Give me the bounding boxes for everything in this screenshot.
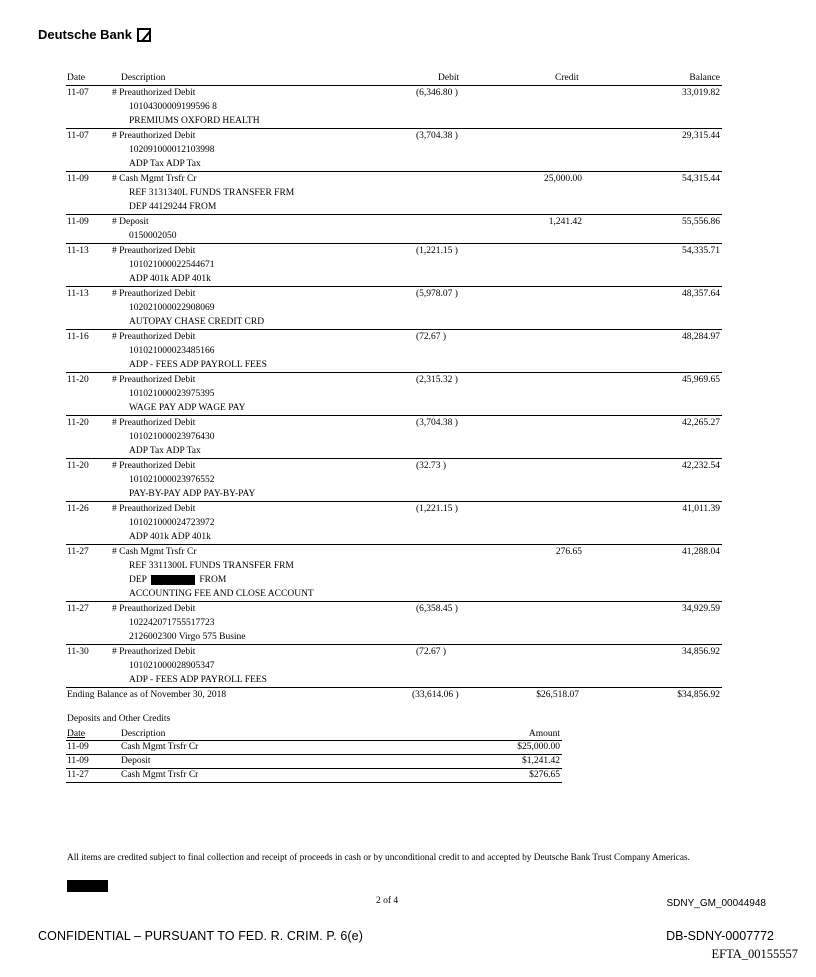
deposits-title: Deposits and Other Credits: [67, 714, 171, 724]
row-detail-line: 0150002050: [129, 231, 177, 241]
bank-brand: [38, 27, 151, 42]
row-debit: (6,346.80 ): [416, 88, 458, 98]
row-debit: (6,358.45 ): [416, 604, 458, 614]
row-detail-line: 101021000023485166: [129, 346, 215, 356]
table-row: [66, 330, 722, 373]
deposit-amount: $276.65: [529, 770, 560, 780]
row-detail-line: 10104300009199596 8: [129, 102, 217, 112]
row-detail-line: ADP - FEES ADP PAYROLL FEES: [129, 675, 267, 685]
row-description: # Preauthorized Debit: [112, 246, 196, 256]
row-detail-line: REF 3131340L FUNDS TRANSFER FRM: [129, 188, 295, 198]
row-description: # Preauthorized Debit: [112, 88, 196, 98]
row-description: # Preauthorized Debit: [112, 375, 196, 385]
transaction-table: [66, 72, 722, 702]
deposit-description: Deposit: [121, 756, 151, 766]
table-row: [66, 645, 722, 688]
row-detail-line: ACCOUNTING FEE AND CLOSE ACCOUNT: [129, 589, 314, 599]
table-row: [66, 129, 722, 172]
deposit-row: [66, 755, 562, 769]
header-credit: Credit: [555, 73, 579, 83]
deposit-row: [66, 741, 562, 755]
row-description: # Preauthorized Debit: [112, 504, 196, 514]
row-debit: (2,315.32 ): [416, 375, 458, 385]
row-description: # Preauthorized Debit: [112, 604, 196, 614]
header-debit: Debit: [438, 73, 460, 83]
row-detail-line: 101021000028905347: [129, 661, 215, 671]
deposits-header-description: Description: [121, 729, 166, 739]
header-date: Date: [67, 73, 85, 83]
row-date: 11-26: [67, 504, 89, 514]
deposit-date: 11-09: [67, 756, 89, 766]
ending-credit: $26,518.07: [536, 690, 579, 700]
row-date: 11-20: [67, 418, 89, 428]
row-balance: 29,315.44: [682, 131, 720, 141]
row-debit: (1,221.15 ): [416, 246, 458, 256]
row-date: 11-20: [67, 461, 89, 471]
row-balance: 34,856.92: [682, 647, 720, 657]
row-balance: 45,969.65: [682, 375, 720, 385]
row-description: # Cash Mgmt Trsfr Cr: [112, 547, 197, 557]
row-detail-line: ADP Tax ADP Tax: [129, 446, 201, 456]
row-balance: 42,232.54: [682, 461, 720, 471]
row-detail-line: 2126002300 Virgo 575 Busine: [129, 632, 246, 642]
row-date: 11-20: [67, 375, 89, 385]
row-detail-line: 101021000023976430: [129, 432, 215, 442]
row-debit: (72.67 ): [416, 332, 447, 342]
row-credit: 276.65: [555, 547, 582, 557]
row-date: 11-27: [67, 547, 89, 557]
deposit-description: Cash Mgmt Trsfr Cr: [121, 742, 199, 752]
page-number: 2 of 4: [376, 896, 399, 906]
header-description: Description: [121, 73, 166, 83]
row-detail-line: DEP 44129244 FROM: [129, 202, 217, 212]
row-detail-line: 102021000022908069: [129, 303, 215, 313]
ending-balance: $34,856.92: [677, 690, 720, 700]
table-row: [66, 373, 722, 416]
table-row: [66, 172, 722, 215]
disclaimer-text: All items are credited subject to final collection and receipt of proceeds in cash or by unconditional credit to and accepted by Deutsche Bank Trust Company Americas.: [67, 853, 690, 863]
table-row: [66, 502, 722, 545]
deposit-amount: $25,000.00: [517, 742, 560, 752]
row-detail-line: ADP - FEES ADP PAYROLL FEES: [129, 360, 267, 370]
row-debit: (5,978.07 ): [416, 289, 458, 299]
ending-debit: (33,614.06 ): [412, 690, 459, 700]
bank-name: Deutsche Bank: [38, 27, 132, 42]
row-detail-line: 101021000022544671: [129, 260, 215, 270]
row-detail-line: ADP 401k ADP 401k: [129, 274, 211, 284]
redacted-account: [151, 575, 195, 585]
row-description: # Deposit: [112, 217, 149, 227]
row-balance: 48,284.97: [682, 332, 720, 342]
bates-number: SDNY_GM_00044948: [666, 898, 766, 909]
row-date: 11-09: [67, 174, 89, 184]
row-date: 11-07: [67, 88, 89, 98]
table-header: [66, 72, 722, 86]
deposit-date: 11-09: [67, 742, 89, 752]
table-row: [66, 459, 722, 502]
deposits-header-amount: Amount: [528, 729, 560, 739]
row-date: 11-30: [67, 647, 89, 657]
confidential-notice: CONFIDENTIAL – PURSUANT TO FED. R. CRIM. P. 6(e): [38, 929, 363, 943]
row-credit: 25,000.00: [544, 174, 582, 184]
row-date: 11-16: [67, 332, 89, 342]
deposits-rows: [66, 741, 562, 783]
deutsche-bank-logo-icon: [137, 28, 151, 42]
efta-number: EFTA_00155557: [711, 947, 798, 961]
row-date: 11-27: [67, 604, 89, 614]
row-detail-line: DEP FROM: [129, 575, 227, 585]
ending-label: Ending Balance as of November 30, 2018: [67, 690, 227, 700]
deposit-description: Cash Mgmt Trsfr Cr: [121, 770, 199, 780]
row-balance: 41,011.39: [682, 504, 720, 514]
table-row: [66, 215, 722, 244]
row-description: # Preauthorized Debit: [112, 289, 196, 299]
row-date: 11-09: [67, 217, 89, 227]
ending-balance-row: [66, 688, 722, 702]
row-debit: (1,221.15 ): [416, 504, 458, 514]
row-detail-line: REF 3311300L FUNDS TRANSFER FRM: [129, 561, 294, 571]
row-debit: (32.73 ): [416, 461, 447, 471]
deposit-amount: $1,241.42: [522, 756, 560, 766]
table-row: [66, 416, 722, 459]
row-debit: (3,704.38 ): [416, 131, 458, 141]
transaction-rows: [66, 86, 722, 688]
deposits-header: [66, 728, 562, 741]
row-description: # Cash Mgmt Trsfr Cr: [112, 174, 197, 184]
row-date: 11-07: [67, 131, 89, 141]
row-description: # Preauthorized Debit: [112, 461, 196, 471]
deposits-table: [66, 728, 562, 783]
row-detail-line: 102091000012103998: [129, 145, 215, 155]
table-row: [66, 602, 722, 645]
row-detail-line: PREMIUMS OXFORD HEALTH: [129, 116, 260, 126]
row-description: # Preauthorized Debit: [112, 332, 196, 342]
deposits-header-date: Date: [67, 729, 85, 739]
row-debit: (3,704.38 ): [416, 418, 458, 428]
row-date: 11-13: [67, 289, 89, 299]
row-detail-line: 102242071755517723: [129, 618, 215, 628]
row-detail-line: 101021000023976552: [129, 475, 215, 485]
row-balance: 42,265.27: [682, 418, 720, 428]
row-balance: 41,288.04: [682, 547, 720, 557]
table-row: [66, 86, 722, 129]
row-detail-line: AUTOPAY CHASE CREDIT CRD: [129, 317, 265, 327]
row-detail-line: ADP 401k ADP 401k: [129, 532, 211, 542]
row-description: # Preauthorized Debit: [112, 418, 196, 428]
row-balance: 55,556.86: [682, 217, 720, 227]
deposit-row: [66, 769, 562, 783]
row-detail-line: 101021000024723972: [129, 518, 215, 528]
row-date: 11-13: [67, 246, 89, 256]
table-row: [66, 287, 722, 330]
deposit-date: 11-27: [67, 770, 89, 780]
row-detail-line: ADP Tax ADP Tax: [129, 159, 201, 169]
row-balance: 54,335.71: [682, 246, 720, 256]
table-row: [66, 244, 722, 287]
row-detail-line: WAGE PAY ADP WAGE PAY: [129, 403, 246, 413]
row-balance: 33,019.82: [682, 88, 720, 98]
row-detail-line: PAY-BY-PAY ADP PAY-BY-PAY: [129, 489, 256, 499]
table-row: [66, 545, 722, 602]
row-detail-line: 101021000023975395: [129, 389, 215, 399]
db-bates-number: DB-SDNY-0007772: [666, 929, 774, 943]
row-description: # Preauthorized Debit: [112, 647, 196, 657]
header-balance: Balance: [689, 73, 720, 83]
row-balance: 48,357.64: [682, 289, 720, 299]
row-debit: (72.67 ): [416, 647, 447, 657]
row-balance: 34,929.59: [682, 604, 720, 614]
row-balance: 54,315.44: [682, 174, 720, 184]
row-description: # Preauthorized Debit: [112, 131, 196, 141]
row-credit: 1,241.42: [548, 217, 582, 227]
redaction-block: [67, 880, 108, 892]
